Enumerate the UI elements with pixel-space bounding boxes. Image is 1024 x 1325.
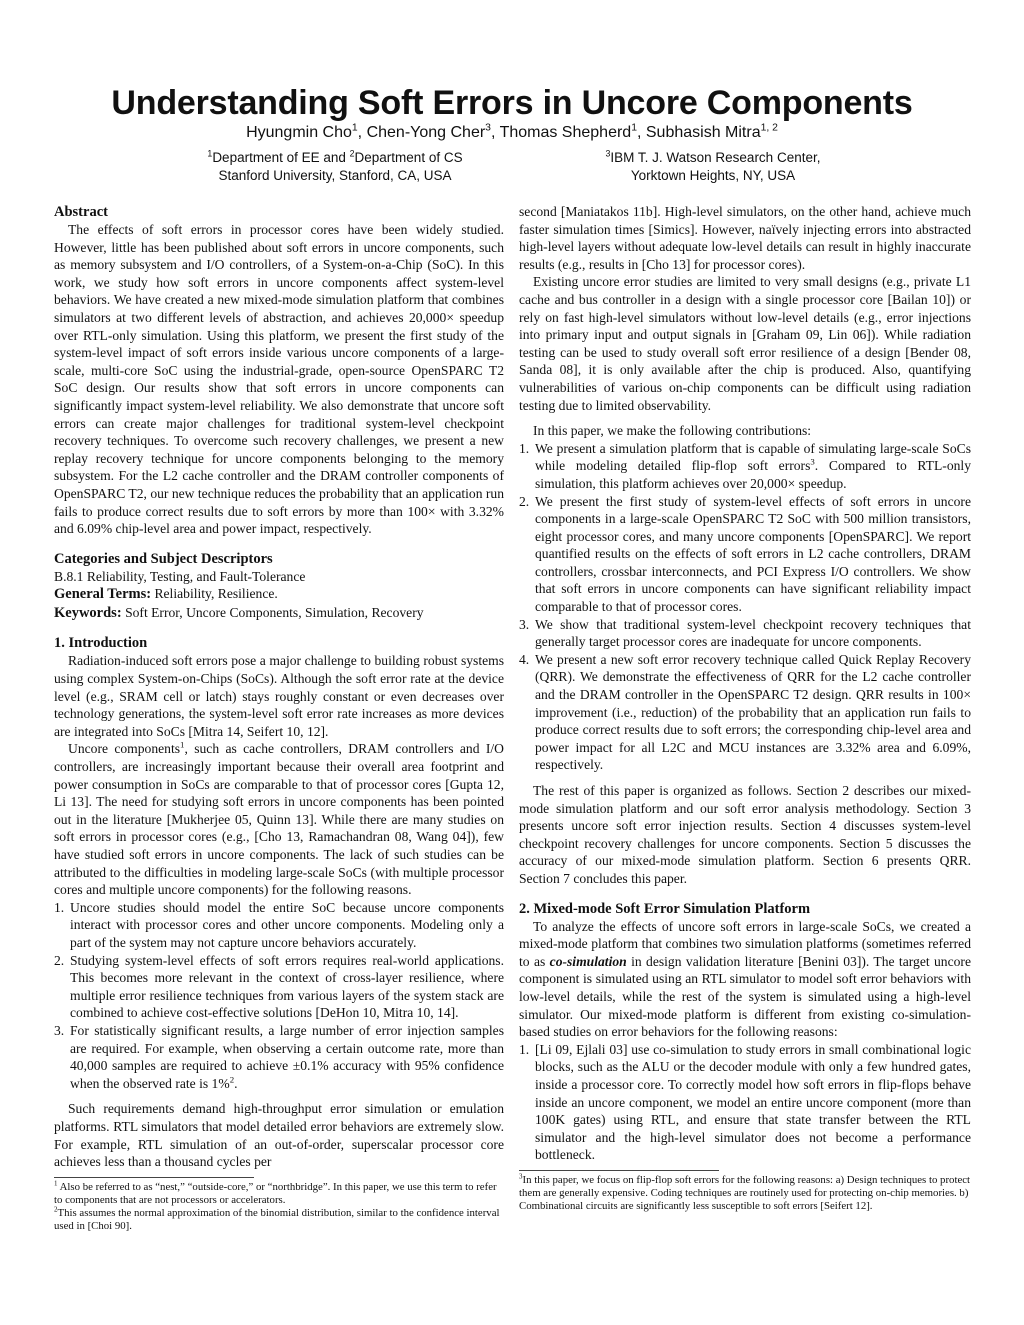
author-name: Subhasish Mitra — [645, 124, 761, 141]
list-item: 4. We present a new soft error recovery technique called Quick Replay Recovery (QRR). We demonstrate the effectiveness of QRR for the L2 cache controller and the DRAM controller in the OpenSPARC T2 design. QRR results in 100× improvement (i.e., reduction) of the probability that an application run fails to produce correct results due to soft errors; the corresponding chip-level area and power impact for all L2C and MCU instances are 3.32% area and 6.09%, respectively. — [519, 651, 971, 773]
paragraph: second [Maniatakos 11b]. High-level simulators, on the other hand, achieve much faster simulation times [Simics]. However, naïvely injecting errors into abstracted high-level layers without adequate low-level details can result in highly inaccurate results (e.g., results in [Cho 13] for processor cores). — [519, 204, 971, 272]
author-affiliation-mark: 1, 2 — [760, 122, 778, 134]
author-name: Hyungmin Cho — [246, 124, 352, 141]
footnote-divider — [519, 1170, 719, 1171]
affiliation-ibm — [548, 149, 878, 185]
reasons-list — [54, 899, 504, 1093]
author-list: Hyungmin Cho$^1$, Chen-Yong Cher$^3$, Thomas Shepherd$^1$, Subhasish Mitra$^{1, 2}$ — [246, 122, 778, 141]
footnote: $^1$ Also be referred to as “nest,” “outside-core,” or “northbridge”. In this paper, we use this term to refer to components that are not processors or accelerators. — [54, 1179, 497, 1206]
list-item: 1. Uncore studies should model the entire SoC because uncore components interact with processor cores and other uncore components. Modeling only a part of the system may not capture uncore behaviors accurately. — [54, 899, 504, 950]
categories-heading: Categories and Subject Descriptors — [54, 550, 273, 567]
emphasis: co-simulation — [549, 953, 627, 969]
paragraph: In this paper, we make the following contributions: — [533, 423, 812, 439]
left-column — [54, 203, 504, 1234]
author-affiliation-mark: 3 — [485, 122, 491, 134]
affiliation-line: Yorktown Heights, NY, USA — [630, 168, 796, 183]
reasons-list — [519, 1041, 971, 1164]
paper-title: Understanding Soft Errors in Uncore Components — [111, 84, 913, 122]
list-item: 2. We present the first study of system-level effects of soft errors in uncore components in a large-scale OpenSPARC T2 SoC with 500 million transistors, eight processor cores, and many uncore components [OpenSPARC]. We report quantified results on the effects of soft errors in L2 cache controllers, DRAM controllers, crossbar interconnects, and PCI Express I/O controllers. We show that soft errors in uncore components can have significant reliability impact comparable to that of processor cores. — [519, 493, 971, 615]
footnote: $^2$This assumes the normal approximation of the binomial distribution, similar to the confidence interval used in [Choi 90]. — [54, 1205, 500, 1233]
list-item: 3. For statistically significant results, a large number of error injection samples are required. For example, when observing a certain outcome rate, more than 40,000 samples are required to achieve ±0.1% accuracy with 95% confidence when the observed rate is 1%$^2$. — [54, 1022, 504, 1091]
contributions-list — [519, 440, 971, 774]
paragraph: Existing uncore error studies are limited to very small designs (e.g., private L1 cache and bus controller in a design with a single processor core [Bailan 10]) or rely on fast high-level simulators without low-level details (e.g., error injections into primary input and output signals in [Graham 09, Lin 06]). While radiation testing can be used to study overall soft error resilience of a design [Bender 08, Sanda 08], it is only available after the chip is produced. Also, quantifying vulnerabilities of various on-chip components can be difficult using radiation testing due to limited observability. — [519, 274, 971, 413]
general-terms: General Terms: Reliability, Resilience. — [54, 586, 278, 603]
affiliation-line: $^1$Department of EE and $^2$Department of CS — [207, 148, 463, 165]
affiliation-line: $^3$IBM T. J. Watson Research Center, — [605, 148, 821, 165]
footnote-divider — [54, 1177, 254, 1178]
author-name: Thomas Shepherd — [499, 124, 632, 141]
list-item: 1. We present a simulation platform that is capable of simulating large-scale SoCs while modeling detailed flip-flop soft errors$^3$. Compared to RTL-only simulation, this platform achieves over 20,000× speedup. — [519, 440, 971, 491]
paragraph: To analyze the effects of uncore soft errors in large-scale SoCs, we created a mixed-mode platform that combines two simulation platforms (sometimes referred to as co-simulation in design validation literature [Benini 03]). The target uncore component is simulated using an RTL simulator to model soft error behaviors with low-level details, while the rest of the system is simulated using a high-level simulator. Our mixed-mode platform is different from existing co-simulation-based studies on error behaviors for the following reasons: — [519, 918, 971, 1040]
footnote-mark: 2 — [229, 1074, 235, 1085]
footnote: $^3$In this paper, we focus on flip-flop soft errors for the following reasons: a) Design techniques to protect them are generally expensive. Coding techniques are routinely used for protecting on-chip memories. b) Combinational circuits are significantly less susceptible to soft errors [Seifert 12]. — [519, 1172, 971, 1213]
affiliation-stanford — [190, 149, 480, 185]
keywords: Keywords: Soft Error, Uncore Components, Simulation, Recovery — [54, 604, 424, 621]
list-item: 2. Studying system-level effects of soft errors requires real-world applications. This becomes more relevant in the context of cross-layer resilience, where multiple error resilience techniques from various layers of the system stack are combined to achieve cost-effective solutions [DeHon 10, Mitra 10, 14]. — [54, 952, 504, 1021]
author-name: Chen-Yong Cher — [366, 124, 486, 141]
affiliation-line: Stanford University, Stanford, CA, USA — [218, 168, 452, 183]
list-item: 1. [Li 09, Ejlali 03] use co-simulation to study errors in small combinational logic blocks, such as the ALU or the decoder module with only a few hundred gates, inside a processor core. To correctly model how soft errors in flip-flops behave inside an uncore component, we model an entire uncore component (more than 100K gates) using RTL, and ensure that state transfer between the RTL simulator and the high-level simulator does not become a performance bottleneck. — [519, 1041, 971, 1163]
paragraph: Such requirements demand high-throughput error simulation or emulation platforms. RTL simulators that model detailed error behaviors are extremely slow. For example, RTL simulation of an out-of-order, superscalar processor core achieves less than a thousand cycles per — [54, 1101, 504, 1170]
author-affiliation-mark: 1 — [351, 122, 358, 134]
list-item: 3. We show that traditional system-level checkpoint recovery techniques that generally target processor cores are inadequate for uncore components. — [519, 616, 971, 650]
author-affiliation-mark: 1 — [631, 122, 637, 134]
paragraph: Uncore components$^1$, such as cache controllers, DRAM controllers and I/O controllers, are increasingly important because their overall area footprint and power consumption in SoCs are comparable to that of processor cores [Gupta 12, Li 13]. The need for studying soft errors in uncore components has been pointed out in the literature [Mukherjee 05, Quinn 13]. While there are many studies on soft errors in processor cores (e.g., [Cho 13, Ramachandran 08, Wang 04]), few have studied soft errors in uncore components. The lack of such studies can be attributed to the difficulties in modeling large-scale SoCs (with multiple processor cores and multiple uncore components) for the following reasons. — [54, 739, 504, 898]
paragraph: Radiation-induced soft errors pose a major challenge to building robust systems using complex System-on-Chips (SoCs). Although the soft error rate at the device level (e.g., SRAM cell or latch) stays roughly constant or even decreases over technology generations, the system-level soft error rate increases as more devices are integrated into SoCs [Mitra 14, Seifert 10, 12]. — [54, 653, 504, 739]
introduction-heading: 1. Introduction — [54, 635, 148, 652]
footnote-mark: 3 — [810, 456, 815, 467]
footnote-mark: 1 — [180, 739, 185, 750]
categories-text: B.8.1 Reliability, Testing, and Fault-Tolerance — [54, 568, 306, 584]
abstract-heading: Abstract — [54, 204, 108, 220]
section2-heading: 2. Mixed-mode Soft Error Simulation Platform — [519, 900, 811, 917]
right-column — [519, 203, 971, 1213]
paragraph: The rest of this paper is organized as follows. Section 2 describes our mixed-mode simulation platform and our soft error analysis methodology. Section 3 presents uncore soft error injection results. Section 4 discusses system-level checkpoint recovery challenges for uncore components. Section 5 discusses the accuracy of our mixed-mode simulation platform. Section 6 presents QRR. Section 7 concludes this paper. — [519, 783, 971, 886]
abstract-text: The effects of soft errors in processor cores have been widely studied. However, little has been published about soft errors in uncore components, such as memory subsystem and I/O controllers, of a System-on-a-Chip (SoC). In this work, we study how soft errors in uncore components affect system-level behaviors. We have created a new mixed-mode simulation platform that combines simulators at two different levels of abstraction, and achieves 20,000× speedup over RTL-only simulation. Using this platform, we present the first study of the system-level impact of soft errors inside various uncore components of a large-scale, multi-core SoC using the industrial-grade, open-source OpenSPARC T2 SoC design. Our results show that soft errors in uncore components can significantly impact system-level reliability. We also demonstrate that uncore soft errors can create major challenges for traditional system-level checkpoint recovery techniques. To overcome such recovery challenges, we present a new replay recovery technique for uncore components belonging to the memory subsystem. For the L2 cache controller and the DRAM controller components of OpenSPARC T2, our new technique reduces the probability that an application run fails to produce correct results due to soft errors by more than 100× with 3.32% and 6.09% chip-level area and power impact, respectively. — [54, 222, 505, 537]
